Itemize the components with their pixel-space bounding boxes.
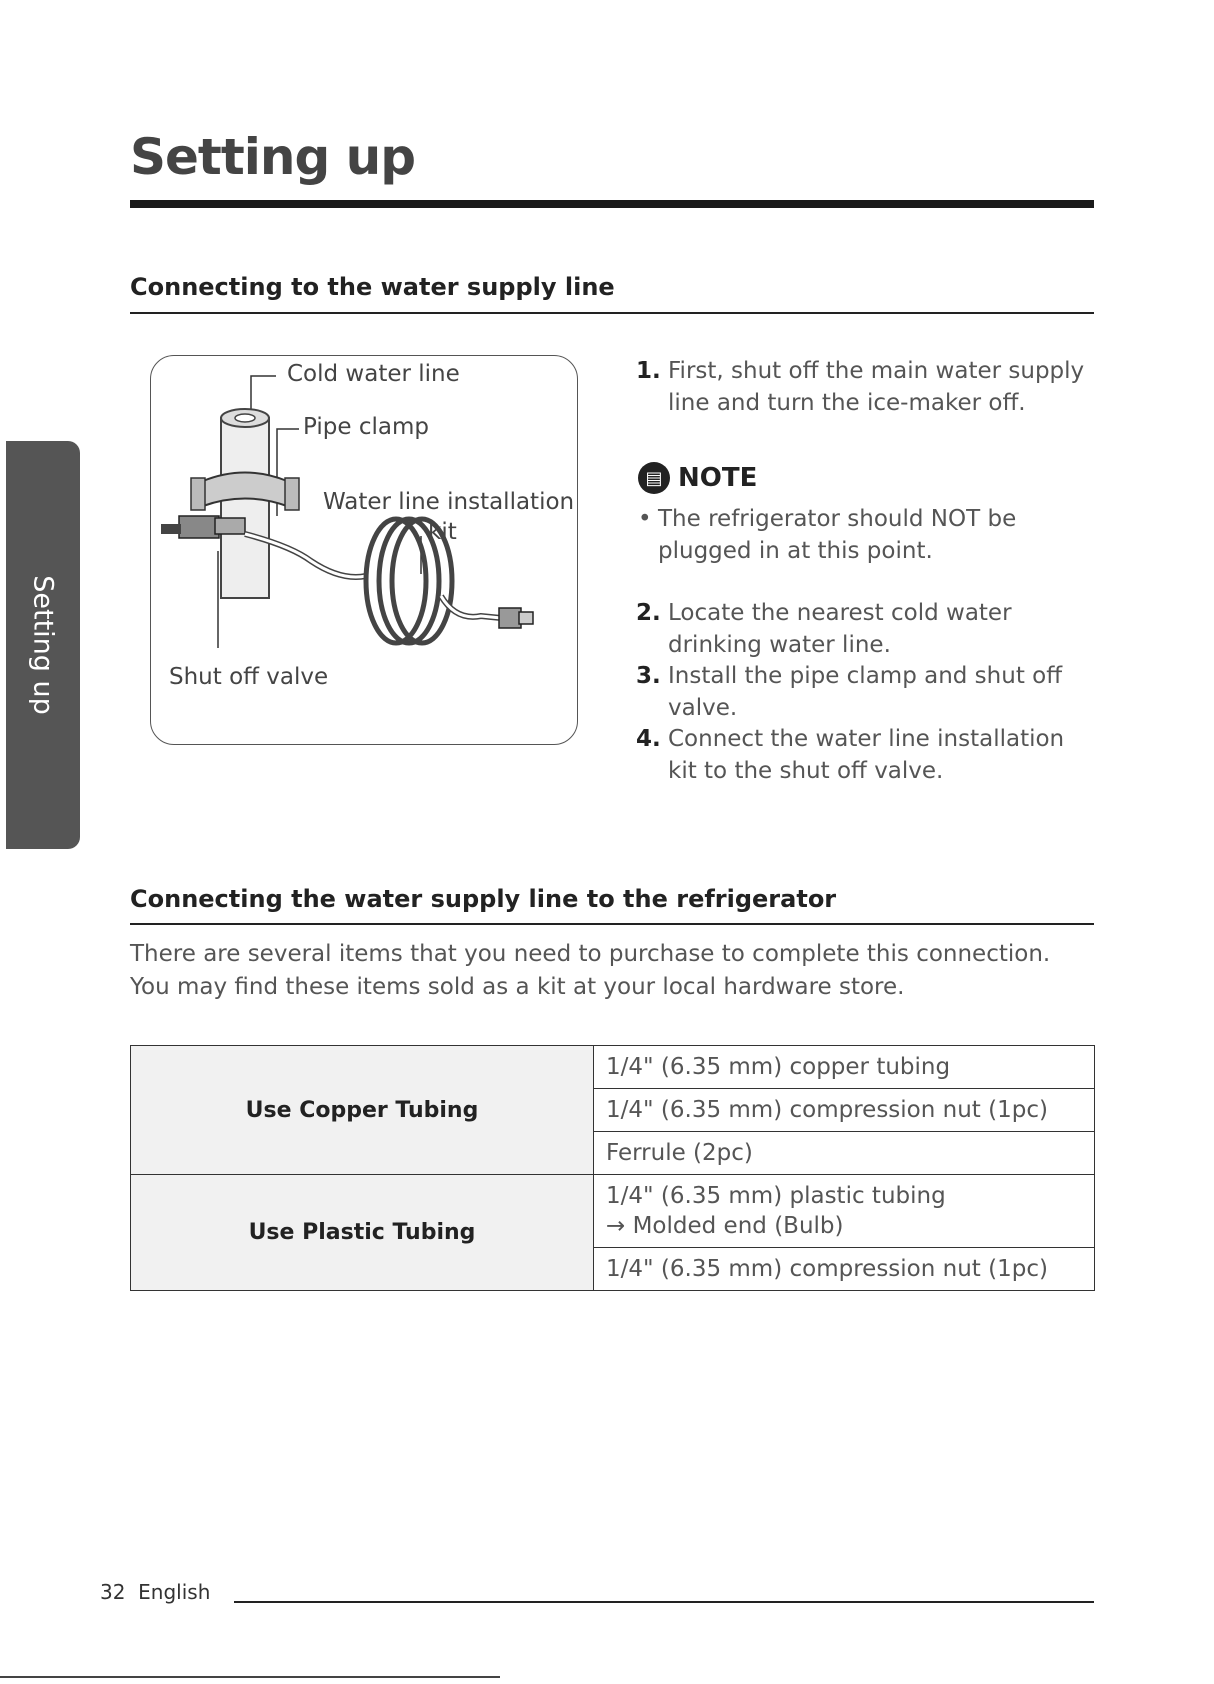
step-3: [636, 660, 1096, 724]
step-1: [636, 355, 1096, 419]
side-tab-label: Setting up: [27, 575, 59, 715]
footer-rule: [234, 1601, 1094, 1603]
note-text: The refrigerator should NOT be plugged in at this point.: [658, 506, 1017, 564]
step-4: [636, 723, 1096, 787]
page-footer: [100, 1580, 210, 1604]
label-pipe-clamp: Pipe clamp: [303, 414, 429, 440]
label-kit-line2: kit: [428, 519, 457, 545]
copper-tubing-header: Use Copper Tubing: [131, 1046, 594, 1175]
note-bullet: [638, 503, 1098, 567]
intro-line-1: There are several items that you need to purchase to complete this connection.: [130, 941, 1051, 967]
section-heading-refrigerator: Connecting the water supply line to the refrigerator: [130, 885, 837, 913]
section-rule: [130, 312, 1094, 314]
table-cell: 1/4" (6.35 mm) copper tubing: [594, 1046, 1095, 1089]
step-number: 2.: [636, 600, 661, 626]
plastic-tubing-line: 1/4" (6.35 mm) plastic tubing: [606, 1183, 946, 1209]
installation-figure: [150, 355, 578, 745]
page-number: 32: [100, 1580, 126, 1604]
table-cell: Ferrule (2pc): [594, 1132, 1095, 1175]
table-row: [131, 1046, 1095, 1089]
parts-table: [130, 1045, 1095, 1291]
intro-line-2: You may find these items sold as a kit at your local hardware store.: [130, 974, 905, 1000]
step-text: Locate the nearest cold water drinking water line.: [668, 600, 1012, 658]
plastic-tubing-header: Use Plastic Tubing: [131, 1175, 594, 1291]
label-kit-line1: Water line installation: [323, 489, 575, 515]
note-heading: [638, 462, 757, 494]
note-label: NOTE: [678, 463, 758, 493]
note-icon: ▤: [638, 462, 670, 494]
step-2: [636, 597, 1096, 661]
scan-edge-line: [0, 1676, 500, 1678]
page-title: Setting up: [130, 128, 416, 186]
footer-language: English: [138, 1580, 211, 1604]
intro-text: [130, 938, 1050, 1004]
title-rule: [130, 200, 1094, 208]
molded-end-line: → Molded end (Bulb): [606, 1213, 844, 1239]
table-cell: 1/4" (6.35 mm) compression nut (1pc): [594, 1248, 1095, 1291]
step-text: Install the pipe clamp and shut off valve.: [668, 663, 1063, 721]
table-cell: [594, 1175, 1095, 1248]
label-shut-off-valve: Shut off valve: [169, 664, 329, 690]
step-text: Connect the water line installation kit to the shut off valve.: [668, 726, 1065, 784]
step-number: 4.: [636, 726, 661, 752]
step-number: 3.: [636, 663, 661, 689]
step-number: 1.: [636, 358, 661, 384]
bullet-dot: •: [638, 506, 652, 532]
table-row: [131, 1175, 1095, 1248]
side-tab[interactable]: [6, 441, 80, 849]
section-heading-water-supply: Connecting to the water supply line: [130, 273, 615, 301]
label-cold-water-line: Cold water line: [287, 361, 460, 387]
step-text: First, shut off the main water supply line and turn the ice-maker off.: [668, 358, 1085, 416]
section-rule: [130, 923, 1094, 925]
table-cell: 1/4" (6.35 mm) compression nut (1pc): [594, 1089, 1095, 1132]
